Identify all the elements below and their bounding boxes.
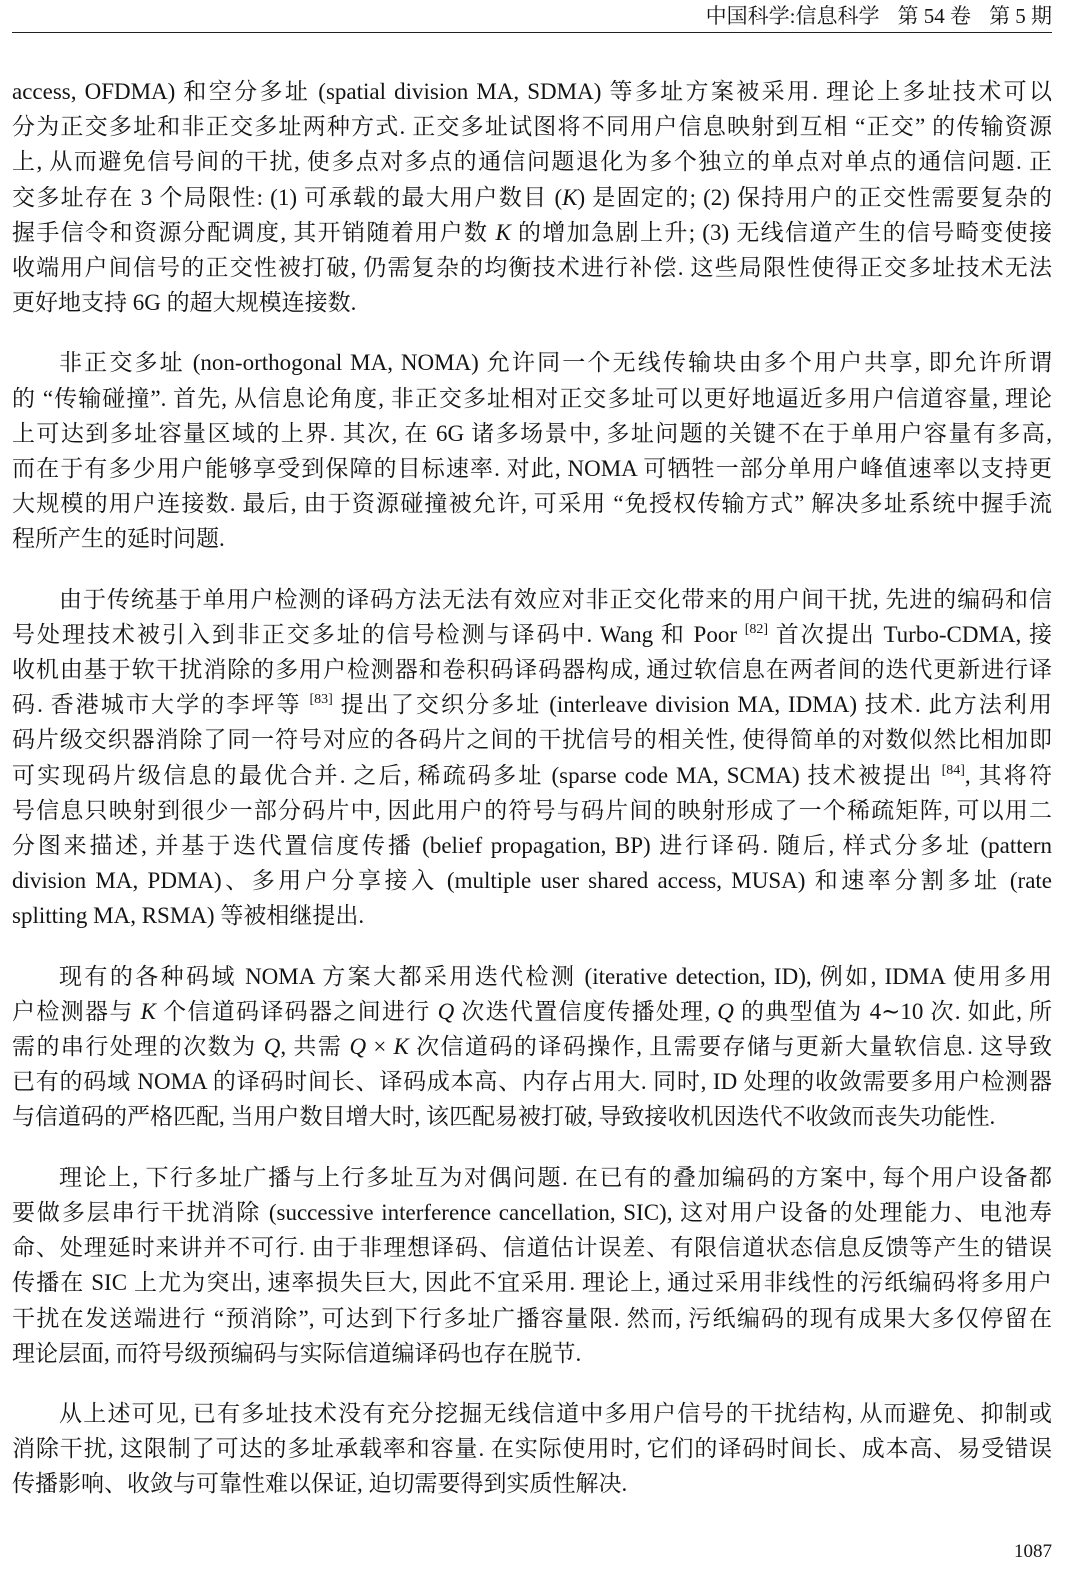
paragraph: [12, 74, 1052, 320]
text-segment: 可实现码片级信息的最优合并. 之后, 稀疏码多址 (sparse code MA, SCMA) 技术被提出: [12, 762, 942, 788]
math-variable: Q: [437, 998, 455, 1024]
citation-82: [82]: [744, 621, 769, 637]
text-segment: 交多址存在 3 个局限性: (1) 可承载的最大用户数目 (: [12, 184, 563, 210]
text-line: 已有的码域 NOMA 的译码时间长、译码成本高、内存占用大. 同时, ID 处理的收敛需要多用户检测器: [12, 1069, 1052, 1095]
text-line: 的 “传输碰撞”. 首先, 从信息论角度, 非正交多址相对正交多址可以更好地逼近多用户信道容量, 理论: [12, 385, 1052, 411]
text-line: 传播在 SIC 上尤为突出, 速率损失巨大, 因此不宜采用. 理论上, 通过采用非线性的污纸编码将多用户: [12, 1270, 1052, 1296]
text-segment: , 其将符: [964, 762, 1053, 788]
text-line: 要做多层串行干扰消除 (successive interference cancellation, SIC), 这对用户设备的处理能力、电池寿: [12, 1199, 1052, 1225]
paragraph: [12, 345, 1052, 556]
text-line: 分为正交多址和非正交多址两种方式. 正交多址试图将不同用户信息映射到互相 “正交” 的传输资源: [12, 114, 1052, 140]
text-line: 传播影响、收敛与可靠性难以保证, 迫切需要得到实质性解决.: [12, 1471, 628, 1497]
text-segment: 的典型值为 4∼10 次. 如此, 所: [733, 998, 1053, 1024]
text-line: 收机由基于软干扰消除的多用户检测器和卷积码译码器构成, 通过软信息在两者间的迭代更新进行译: [12, 657, 1052, 683]
math-variable: K: [140, 998, 156, 1024]
text-line: 与信道码的严格匹配, 当用户数目增大时, 该匹配易被打破, 导致接收机因迭代不收敛而丧失功能性.: [12, 1104, 996, 1130]
text-line: 消除干扰, 这限制了可达的多址承载率和容量. 在实际使用时, 它们的译码时间长、成本高、易受错误: [12, 1436, 1052, 1462]
text-line: division MA, PDMA)、多用户分享接入 (multiple user shared access, MUSA) 和速率分割多址 (rate: [12, 868, 1052, 894]
text-line: 码片级交织器消除了同一符号对应的各码片之间的干扰信号的相关性, 使得简单的对数似然比相加即: [12, 727, 1052, 753]
text-segment: 号处理技术被引入到非正交多址的信号检测与译码中. Wang 和 Poor: [12, 621, 745, 647]
text-line: [12, 994, 1052, 1029]
body-text: [12, 74, 1052, 1527]
text-segment: 次迭代置信度传播处理,: [454, 998, 718, 1024]
text-line: 更好地支持 6G 的超大规模连接数.: [12, 290, 357, 316]
text-line: 非正交多址 (non-orthogonal MA, NOMA) 允许同一个无线传输块由多个用户共享, 即允许所谓: [59, 350, 1052, 376]
text-segment: 个信道码译码器之间进行: [156, 998, 438, 1024]
text-segment: 的增加急剧上升; (3) 无线信道产生的信号畸变使接: [510, 219, 1052, 245]
text-segment: 户检测器与: [12, 998, 141, 1024]
running-header: [706, 3, 1052, 29]
journal-name: 中国科学:信息科学: [705, 4, 880, 28]
text-line: 上可达到多址容量区域的上界. 其次, 在 6G 诸多场景中, 多址问题的关键不在于单用户容量有多高,: [12, 420, 1052, 446]
page-number: 1087: [1014, 1541, 1052, 1562]
text-line: 由于传统基于单用户检测的译码方法无法有效应对非正交化带来的用户间干扰, 先进的编码和信: [59, 586, 1053, 612]
text-line: [12, 758, 1052, 793]
text-segment: ) 是固定的; (2) 保持用户的正交性需要复杂的: [577, 184, 1052, 210]
math-variable: Q: [717, 998, 734, 1024]
paragraph: [12, 959, 1052, 1135]
text-segment: 首次提出 Turbo-CDMA, 接: [768, 621, 1052, 647]
text-line: 干扰在发送端进行 “预消除”, 可达到下行多址广播容量限. 然而, 污纸编码的现有成果大多仅停留在: [12, 1305, 1052, 1331]
text-line: splitting MA, RSMA) 等被相继提出.: [12, 903, 365, 929]
math-variable: K: [393, 1034, 409, 1060]
text-line: 程所产生的延时问题.: [12, 526, 225, 552]
text-line: 从上述可见, 已有多址技术没有充分挖掘无线信道中多用户信号的干扰结构, 从而避免、抑制或: [59, 1400, 1052, 1426]
math-variable: Q: [349, 1034, 367, 1060]
paragraph: [12, 1396, 1052, 1502]
text-segment: 需的串行处理的次数为: [12, 1034, 264, 1060]
text-line: 分图来描述, 并基于迭代置信度传播 (belief propagation, BP) 进行译码. 随后, 样式分多址 (pattern: [12, 833, 1052, 859]
math-variable: K: [562, 184, 578, 210]
text-line: [12, 180, 1052, 215]
text-line: 上, 从而避免信号间的干扰, 使多点对多点的通信问题退化为多个独立的单点对单点的通信问题. 正: [12, 149, 1052, 175]
citation-83: [83]: [309, 692, 333, 708]
text-line: [12, 1029, 1052, 1064]
paragraph: [12, 1160, 1052, 1371]
text-segment: , 共需: [280, 1034, 350, 1060]
text-line: 大规模的用户连接数. 最后, 由于资源碰撞被允许, 可采用 “免授权传输方式” 解决多址系统中握手流: [12, 491, 1052, 517]
text-line: 现有的各种码域 NOMA 方案大都采用迭代检测 (iterative detection, ID), 例如, IDMA 使用多用: [59, 963, 1052, 989]
volume-label: 第 54 卷: [897, 4, 971, 28]
text-segment: 握手信令和资源分配调度, 其开销随着用户数: [12, 219, 496, 245]
citation-84: [84]: [941, 762, 965, 778]
text-line: 理论上, 下行多址广播与上行多址互为对偶问题. 在已有的叠加编码的方案中, 每个用户设备都: [59, 1164, 1052, 1190]
text-segment: 码. 香港城市大学的李坪等: [12, 692, 310, 718]
issue-label: 第 5 期: [989, 4, 1052, 28]
text-line: 而在于有多少用户能够享受到保障的目标速率. 对此, NOMA 可牺牲一部分单用户峰值速率以支持更: [12, 456, 1052, 482]
text-line: [12, 215, 1052, 250]
math-variable: K: [495, 219, 511, 245]
paragraph: [12, 582, 1052, 934]
text-line: [12, 617, 1052, 652]
text-line: 命、处理延时来讲并不可行. 由于非理想译码、信道估计误差、有限信道状态信息反馈等产生的错误: [12, 1235, 1052, 1261]
text-line: 理论层面, 而符号级预编码与实际信道编译码也存在脱节.: [12, 1340, 582, 1366]
math-operator: ×: [366, 1034, 394, 1060]
math-variable: Q: [263, 1034, 281, 1060]
text-segment: 次信道码的译码操作, 且需要存储与更新大量软信息. 这导致: [408, 1034, 1053, 1060]
text-line: [12, 687, 1052, 722]
text-line: 号信息只映射到很少一部分码片中, 因此用户的符号与码片间的映射形成了一个稀疏矩阵, 可以用二: [12, 797, 1052, 823]
header-rule: [12, 32, 1052, 33]
text-line: access, OFDMA) 和空分多址 (spatial division MA, SDMA) 等多址方案被采用. 理论上多址技术可以: [12, 79, 1052, 104]
text-segment: 提出了交织分多址 (interleave division MA, IDMA) 技术. 此方法利用: [332, 692, 1052, 718]
text-line: 收端用户间信号的正交性被打破, 仍需复杂的均衡技术进行补偿. 这些局限性使得正交多址技术无法: [12, 255, 1052, 281]
